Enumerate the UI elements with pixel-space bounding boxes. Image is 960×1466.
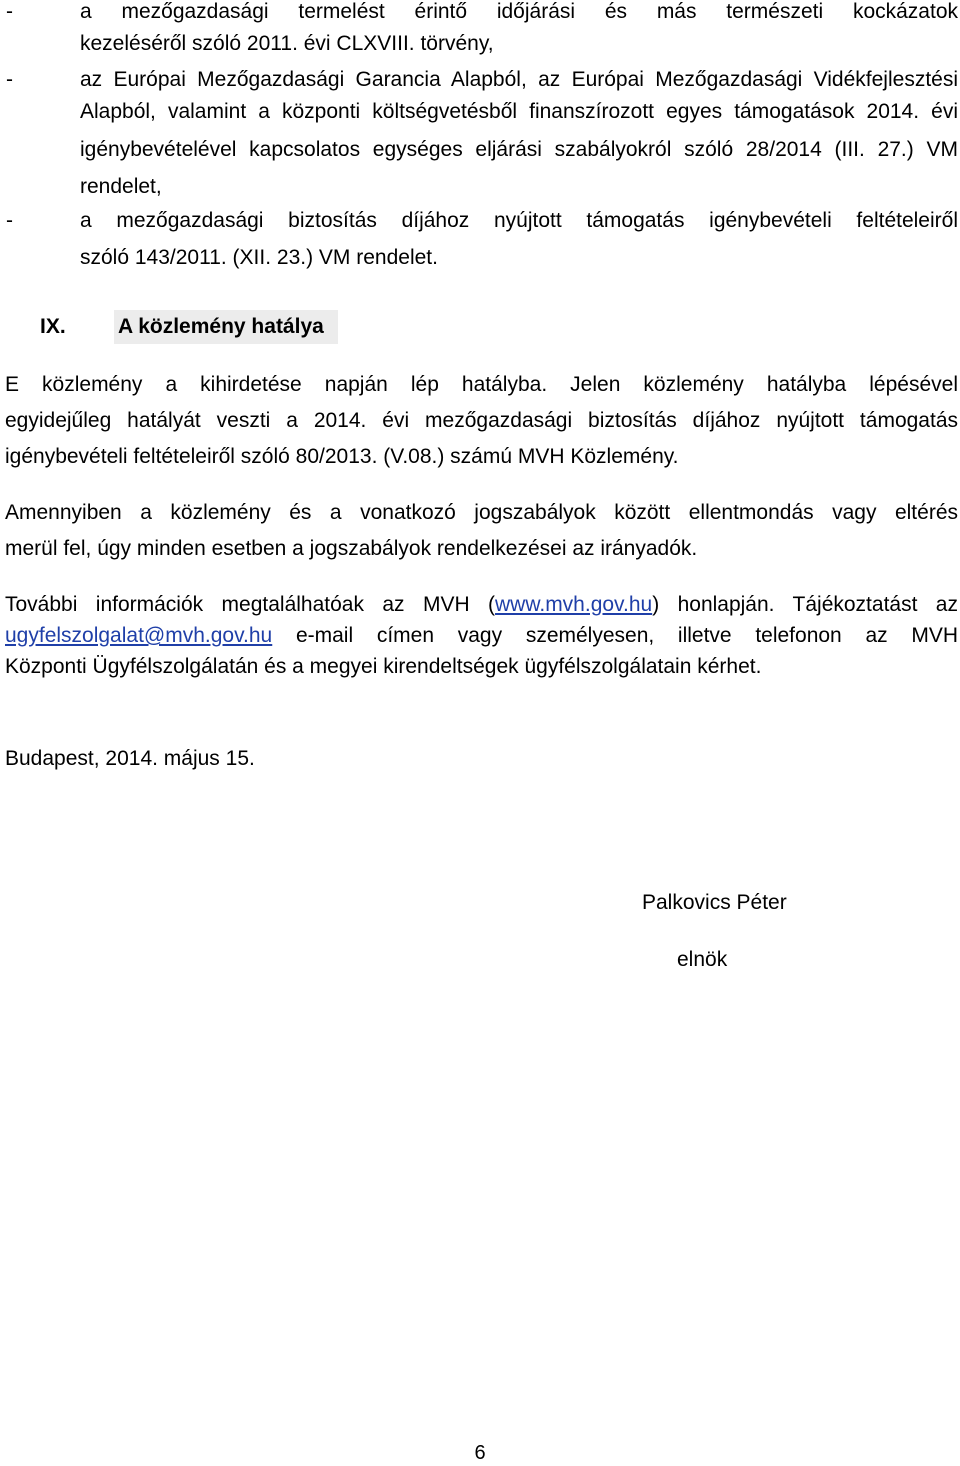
- paragraph-line: E közlemény a kihirdetése napján lép hatályba. Jelen közlemény hatályba lépésével: [5, 373, 958, 396]
- paragraph-line: igénybevételi feltételeiről szóló 80/2013. (V.08.) számú MVH Közlemény.: [5, 445, 679, 468]
- paragraph-conflict: [5, 497, 958, 564]
- paragraph-effect: [5, 369, 958, 472]
- section-title: A közlemény hatálya: [118, 315, 324, 338]
- list-item-text: szóló 143/2011. (XII. 23.) VM rendelet.: [80, 246, 438, 269]
- list-item-text: a mezőgazdasági termelést érintő időjárási és más természeti kockázatok: [80, 0, 958, 23]
- list-item-text: Alapból, valamint a központi költségvetésből finanszírozott egyes támogatások 2014. évi: [80, 100, 958, 123]
- signatory-title: elnök: [677, 948, 728, 971]
- place-date: Budapest, 2014. május 15.: [5, 747, 255, 770]
- section-number: IX.: [40, 315, 66, 338]
- list-dash: -: [6, 68, 13, 91]
- paragraph-contact: [5, 589, 958, 682]
- list-dash: -: [6, 209, 13, 232]
- list-item-text: az Európai Mezőgazdasági Garancia Alapból, az Európai Mezőgazdasági Vidékfejlesztési: [80, 68, 958, 91]
- paragraph-line: Központi Ügyfélszolgálatán és a megyei kirendeltségek ügyfélszolgálatain kérhet.: [5, 655, 762, 678]
- website-link[interactable]: www.mvh.gov.hu: [495, 593, 653, 616]
- list-item-text: igénybevételével kapcsolatos egységes eljárási szabályokról szóló 28/2014 (III. 27.) VM: [80, 138, 958, 161]
- text-span: További információk megtalálhatóak az MVH (: [5, 593, 496, 616]
- section-heading: [0, 310, 340, 344]
- list-dash: -: [6, 0, 13, 23]
- text-span: ) honlapján. Tájékoztatást az: [652, 593, 958, 616]
- list-item-text: a mezőgazdasági biztosítás díjához nyújtott támogatás igénybevételi feltételeiről: [80, 209, 958, 232]
- text-span: e-mail címen vagy személyesen, illetve telefonon az MVH: [272, 624, 958, 647]
- list-item-text: rendelet,: [80, 175, 162, 198]
- paragraph-line: Amennyiben a közlemény és a vonatkozó jogszabályok között ellentmondás vagy eltérés: [5, 501, 958, 524]
- paragraph-line: merül fel, úgy minden esetben a jogszabályok rendelkezései az irányadók.: [5, 537, 698, 560]
- signatory-name: Palkovics Péter: [642, 891, 787, 914]
- paragraph-line: [5, 589, 958, 620]
- list-item-text: kezeléséről szóló 2011. évi CLXVIII. törvény,: [80, 32, 494, 55]
- paragraph-line: egyidejűleg hatályát veszti a 2014. évi mezőgazdasági biztosítás díjához nyújtott támogatás: [5, 409, 958, 432]
- email-link[interactable]: ugyfelszolgalat@mvh.gov.hu: [5, 624, 273, 647]
- paragraph-line: [5, 620, 958, 651]
- page-number: 6: [474, 1442, 486, 1464]
